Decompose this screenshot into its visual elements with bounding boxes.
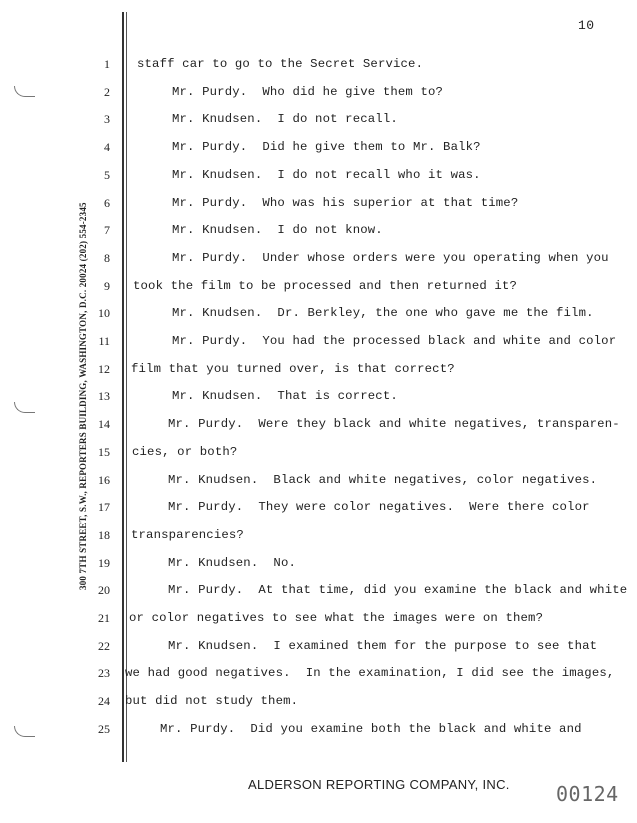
line-text: Mr. Knudsen. I do not recall who it was. (172, 167, 481, 182)
line-text: staff car to go to the Secret Service. (137, 57, 424, 71)
transcript-line (0, 583, 637, 601)
transcript-line (0, 223, 637, 241)
line-number: 4 (104, 140, 110, 155)
line-text: Mr. Knudsen. That is correct. (172, 389, 398, 404)
transcript-line (0, 168, 637, 186)
transcript-line (0, 57, 637, 75)
transcript-line (0, 140, 637, 158)
line-text: Mr. Knudsen. I examined them for the purpose to see that (168, 638, 598, 653)
line-text: cies, or both? (132, 444, 238, 459)
line-text: film that you turned over, is that correct? (131, 361, 455, 376)
transcript-line (0, 611, 637, 629)
transcript-line (0, 473, 637, 491)
transcript-line (0, 279, 637, 297)
line-number: 9 (104, 278, 110, 293)
line-number: 10 (98, 306, 110, 321)
transcript-line (0, 639, 637, 657)
transcript-line (0, 334, 637, 352)
page-number: 10 (578, 18, 595, 33)
line-number: 23 (98, 666, 110, 681)
line-number: 25 (98, 721, 110, 736)
transcript-line (0, 362, 637, 380)
line-text: but did not study them. (125, 694, 299, 709)
transcript-line (0, 85, 637, 103)
line-text: Mr. Purdy. Under whose orders were you operating when you (172, 250, 609, 265)
line-number: 6 (104, 195, 110, 210)
line-text: Mr. Purdy. They were color negatives. Were there color (168, 500, 590, 515)
line-text: we had good negatives. In the examination, I did see the images, (125, 666, 615, 681)
line-text: Mr. Purdy. Who did he give them to? (172, 84, 444, 99)
line-text: Mr. Purdy. At that time, did you examine the black and white (168, 583, 628, 598)
line-text: took the film to be processed and then returned it? (133, 278, 517, 293)
line-text: Mr. Knudsen. I do not recall. (172, 112, 398, 127)
transcript-line (0, 389, 637, 407)
transcript-line (0, 528, 637, 546)
transcript-line (0, 196, 637, 214)
transcript-line (0, 306, 637, 324)
side-address: 300 7TH STREET, S.W., REPORTERS BUILDING, WASHINGTON, D.C. 20024 (202) 554-2345 (78, 202, 88, 590)
footer-company: ALDERSON REPORTING COMPANY, INC. (248, 777, 510, 792)
line-text: Mr. Purdy. You had the processed black and white and color (172, 334, 617, 348)
footer-stamp: 00124 (556, 782, 619, 806)
line-number: 21 (98, 611, 110, 625)
line-text: Mr. Knudsen. I do not know. (172, 223, 383, 238)
transcript-line (0, 417, 637, 435)
line-number: 1 (104, 57, 110, 71)
transcript-line (0, 694, 637, 712)
line-number: 2 (104, 84, 110, 99)
line-text: Mr. Knudsen. Dr. Berkley, the one who gave me the film. (172, 306, 594, 321)
line-text: Mr. Purdy. Who was his superior at that time? (172, 195, 519, 210)
line-number: 7 (104, 223, 110, 238)
line-text: or color negatives to see what the images were on them? (129, 611, 544, 625)
line-number: 12 (98, 361, 110, 376)
transcript-line (0, 556, 637, 574)
line-text: Mr. Purdy. Were they black and white negatives, transparen- (168, 417, 620, 432)
line-number: 16 (98, 472, 110, 487)
transcript-line (0, 445, 637, 463)
line-number: 22 (98, 638, 110, 653)
transcript-line (0, 251, 637, 269)
line-text: Mr. Purdy. Did he give them to Mr. Balk? (172, 140, 481, 155)
line-number: 20 (98, 583, 110, 598)
transcript-line (0, 722, 637, 740)
line-text: Mr. Knudsen. Black and white negatives, color negatives. (168, 472, 598, 487)
line-number: 17 (98, 500, 110, 515)
line-text: Mr. Purdy. Did you examine both the black and white and (160, 721, 582, 736)
line-number: 15 (98, 444, 110, 459)
transcript-line (0, 500, 637, 518)
transcript-line (0, 112, 637, 130)
line-number: 8 (104, 250, 110, 265)
transcript-line (0, 666, 637, 684)
line-number: 13 (98, 389, 110, 404)
line-number: 11 (98, 334, 110, 348)
line-number: 3 (104, 112, 110, 127)
line-text: Mr. Knudsen. No. (168, 555, 296, 570)
line-text: transparencies? (131, 527, 244, 542)
line-number: 5 (104, 167, 110, 182)
line-number: 14 (98, 417, 110, 432)
line-number: 18 (98, 527, 110, 542)
line-number: 24 (98, 694, 110, 709)
line-number: 19 (98, 555, 110, 570)
